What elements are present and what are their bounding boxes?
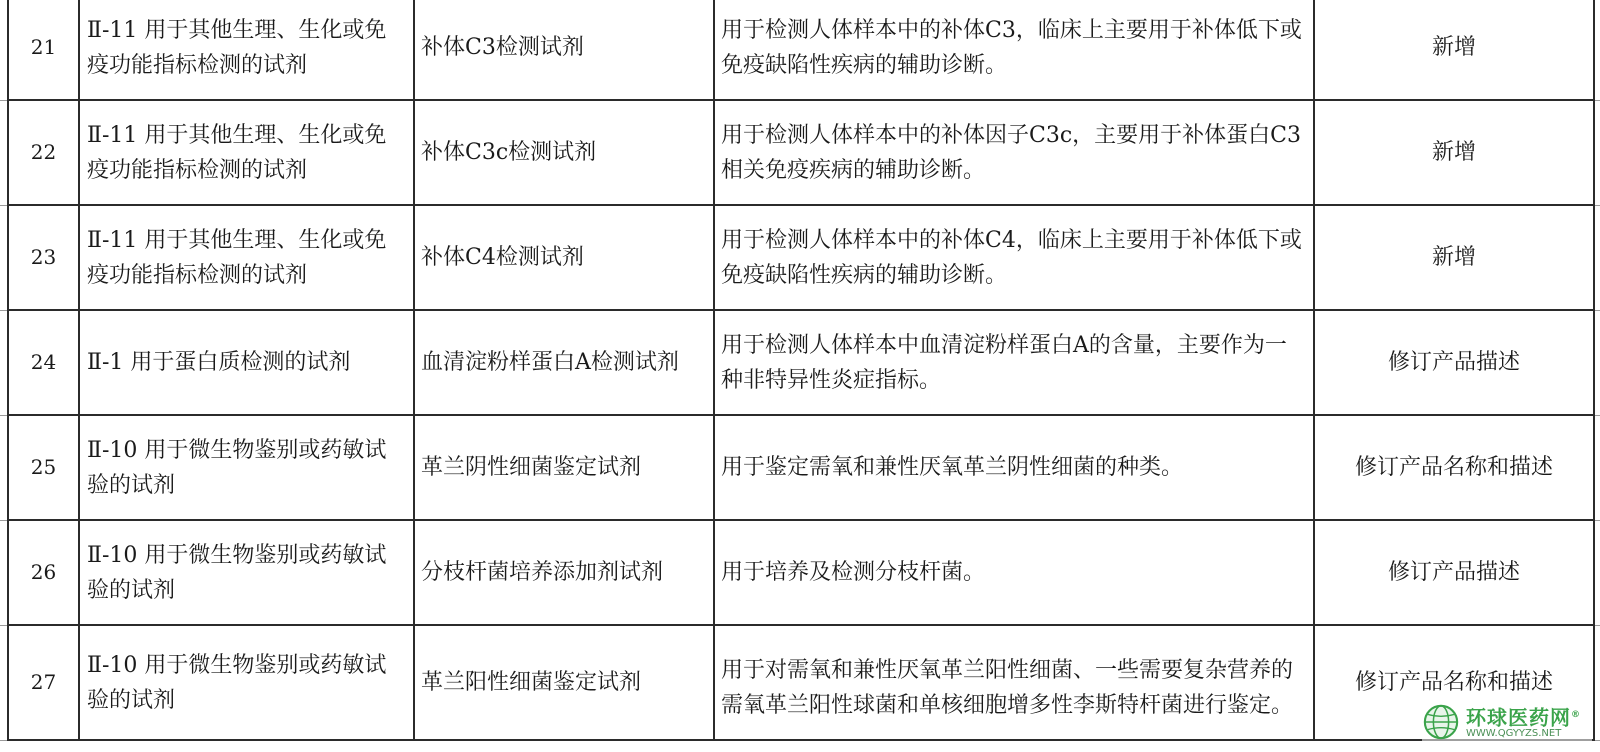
right-margin-cell [1594, 310, 1600, 415]
left-margin-cell [0, 520, 8, 625]
left-margin-cell [0, 625, 8, 740]
registered-mark: ® [1571, 709, 1581, 720]
description-cell: 用于检测人体样本中的补体C4，临床上主要用于补体低下或免疫缺陷性疾病的辅助诊断。 [714, 205, 1314, 310]
right-margin-cell [1594, 415, 1600, 520]
left-margin-cell [0, 415, 8, 520]
right-margin-cell [1594, 520, 1600, 625]
row-number-cell: 22 [8, 100, 79, 205]
table-row [0, 625, 1600, 740]
product-name-cell: 革兰阴性细菌鉴定试剂 [414, 415, 714, 520]
left-margin-cell [0, 205, 8, 310]
product-name-cell: 补体C4检测试剂 [414, 205, 714, 310]
right-margin-cell [1594, 0, 1600, 100]
description-cell: 用于检测人体样本中血清淀粉样蛋白A的含量，主要作为一种非特异性炎症指标。 [714, 310, 1314, 415]
row-number-cell: 24 [8, 310, 79, 415]
left-margin-cell [0, 310, 8, 415]
category-cell: Ⅱ-10 用于微生物鉴别或药敏试验的试剂 [79, 625, 414, 740]
site-watermark [1422, 700, 1592, 744]
product-name-cell: 分枝杆菌培养添加剂试剂 [414, 520, 714, 625]
product-name-cell: 补体C3检测试剂 [414, 0, 714, 100]
note-cell: 修订产品描述 [1314, 310, 1594, 415]
description-text: 用于对需氧和兼性厌氧革兰阳性细菌、一些需要复杂营养的需氧革兰阳性球菌和单核细胞增多性李斯特杆菌进行鉴定。 [721, 657, 1294, 718]
category-cell: Ⅱ-10 用于微生物鉴别或药敏试验的试剂 [79, 520, 414, 625]
category-cell: Ⅱ-10 用于微生物鉴别或药敏试验的试剂 [79, 415, 414, 520]
description-cell: 用于鉴定需氧和兼性厌氧革兰阴性细菌的种类。 [714, 415, 1314, 520]
description-cell: 用于检测人体样本中的补体因子C3c，主要用于补体蛋白C3相关免疫疾病的辅助诊断。 [714, 100, 1314, 205]
note-cell: 新增 [1314, 205, 1594, 310]
right-margin-cell [1594, 625, 1600, 740]
watermark-text-block [1466, 704, 1581, 741]
row-number-cell: 23 [8, 205, 79, 310]
table-row [0, 310, 1600, 415]
table-row [0, 0, 1600, 100]
right-margin-cell [1594, 205, 1600, 310]
note-cell: 修订产品名称和描述 [1314, 415, 1594, 520]
table-row [0, 520, 1600, 625]
note-cell: 新增 [1314, 100, 1594, 205]
table-row [0, 100, 1600, 205]
row-number-cell: 21 [8, 0, 79, 100]
product-name-cell: 血清淀粉样蛋白A检测试剂 [414, 310, 714, 415]
table-row [0, 205, 1600, 310]
left-margin-cell [0, 100, 8, 205]
row-number-cell: 25 [8, 415, 79, 520]
right-margin-cell [1594, 100, 1600, 205]
row-number-cell: 27 [8, 625, 79, 740]
note-cell: 修订产品名称和描述 [1314, 625, 1594, 740]
watermark-title-text: 环球医药网 [1466, 705, 1571, 730]
category-cell: Ⅱ-1 用于蛋白质检测的试剂 [79, 310, 414, 415]
row-number-cell: 26 [8, 520, 79, 625]
description-cell: 用于检测人体样本中的补体C3，临床上主要用于补体低下或免疫缺陷性疾病的辅助诊断。 [714, 0, 1314, 100]
watermark-title [1466, 704, 1581, 729]
description-cell: 用于培养及检测分枝杆菌。 [714, 520, 1314, 625]
product-name-cell: 补体C3c检测试剂 [414, 100, 714, 205]
note-cell: 修订产品描述 [1314, 520, 1594, 625]
category-cell: Ⅱ-11 用于其他生理、生化或免疫功能指标检测的试剂 [79, 100, 414, 205]
category-cell: Ⅱ-11 用于其他生理、生化或免疫功能指标检测的试剂 [79, 205, 414, 310]
product-name-cell: 革兰阳性细菌鉴定试剂 [414, 625, 714, 740]
category-cell: Ⅱ-11 用于其他生理、生化或免疫功能指标检测的试剂 [79, 0, 414, 100]
note-cell: 新增 [1314, 0, 1594, 100]
left-margin-cell [0, 0, 8, 100]
description-cell [714, 625, 1314, 740]
watermark-url: WWW.QGYYZS.NET [1466, 728, 1562, 740]
table-row [0, 415, 1600, 520]
globe-icon [1422, 703, 1460, 741]
